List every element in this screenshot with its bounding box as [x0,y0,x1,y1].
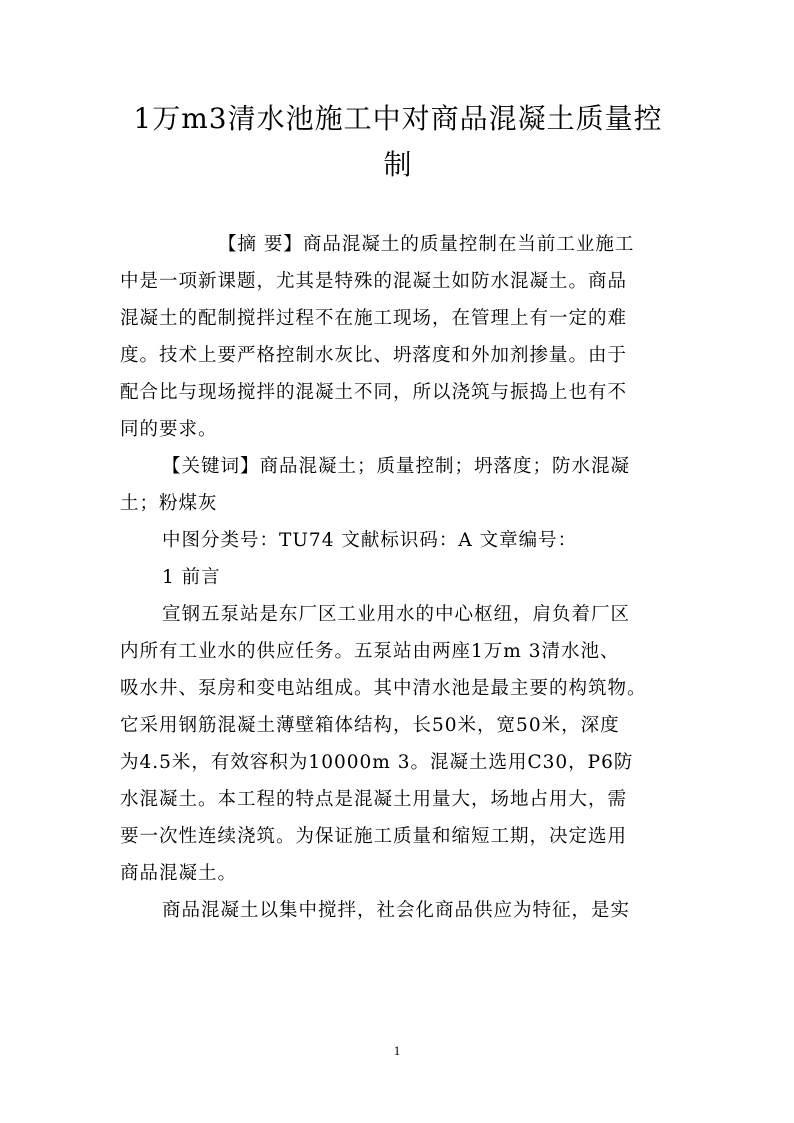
paragraph-line: 为4.5米，有效容积为10000m 3。混凝土选用C30，P6防 [120,752,634,773]
abstract-line: 同的要求。 [120,419,218,440]
abstract-line: 度。技术上要严格控制水灰比、坍落度和外加剂掺量。由于 [120,345,628,366]
keywords-line: 土；粉煤灰 [120,493,218,514]
section-heading [120,559,680,596]
paragraph-line: 商品混凝土以集中搅拌，社会化商品供应为特征，是实 [162,900,631,921]
document-body [120,226,680,929]
paragraph-line: 宣钢五泵站是东厂区工业用水的中心枢纽，肩负着厂区 [162,604,631,625]
paragraph-line: 商品混凝土。 [120,863,238,884]
abstract-line: 【摘 要】商品混凝土的质量控制在当前工业施工 [218,234,635,255]
abstract-paragraph [120,226,680,448]
classification-text: 中图分类号：TU74 文献标识码：A 文章编号： [162,530,578,551]
section-1-heading: 1 前言 [162,567,221,588]
paragraph-line: 吸水井、泵房和变电站组成。其中清水池是最主要的构筑物。 [120,678,647,699]
abstract-line: 配合比与现场搅拌的混凝土不同，所以浇筑与振捣上也有不 [120,382,628,403]
paragraph-line: 要一次性连续浇筑。为保证施工质量和缩短工期，决定选用 [120,826,628,847]
paragraph-line: 水混凝土。本工程的特点是混凝土用量大，场地占用大，需 [120,789,628,810]
abstract-line: 中是一项新课题，尤其是特殊的混凝土如防水混凝土。商品 [120,271,628,292]
document-title [118,96,678,188]
classification-line [120,522,680,559]
keywords-line: 【关键词】商品混凝土；质量控制；坍落度；防水混凝 [162,456,631,477]
title-line-1: 1万m3清水池施工中对商品混凝土质量控 [133,102,663,135]
page-number: 1 [393,1043,401,1058]
keywords-paragraph [120,448,680,522]
paragraph-line: 内所有工业水的供应任务。五泵站由两座1万m 3清水池、 [120,641,620,662]
title-line-2: 制 [383,148,413,181]
paragraph-2 [120,892,680,929]
abstract-line: 混凝土的配制搅拌过程不在施工现场，在管理上有一定的难 [120,308,628,329]
paragraph-line: 它采用钢筋混凝土薄壁箱体结构，长50米，宽50米，深度 [120,715,620,736]
paragraph-1 [120,596,680,892]
